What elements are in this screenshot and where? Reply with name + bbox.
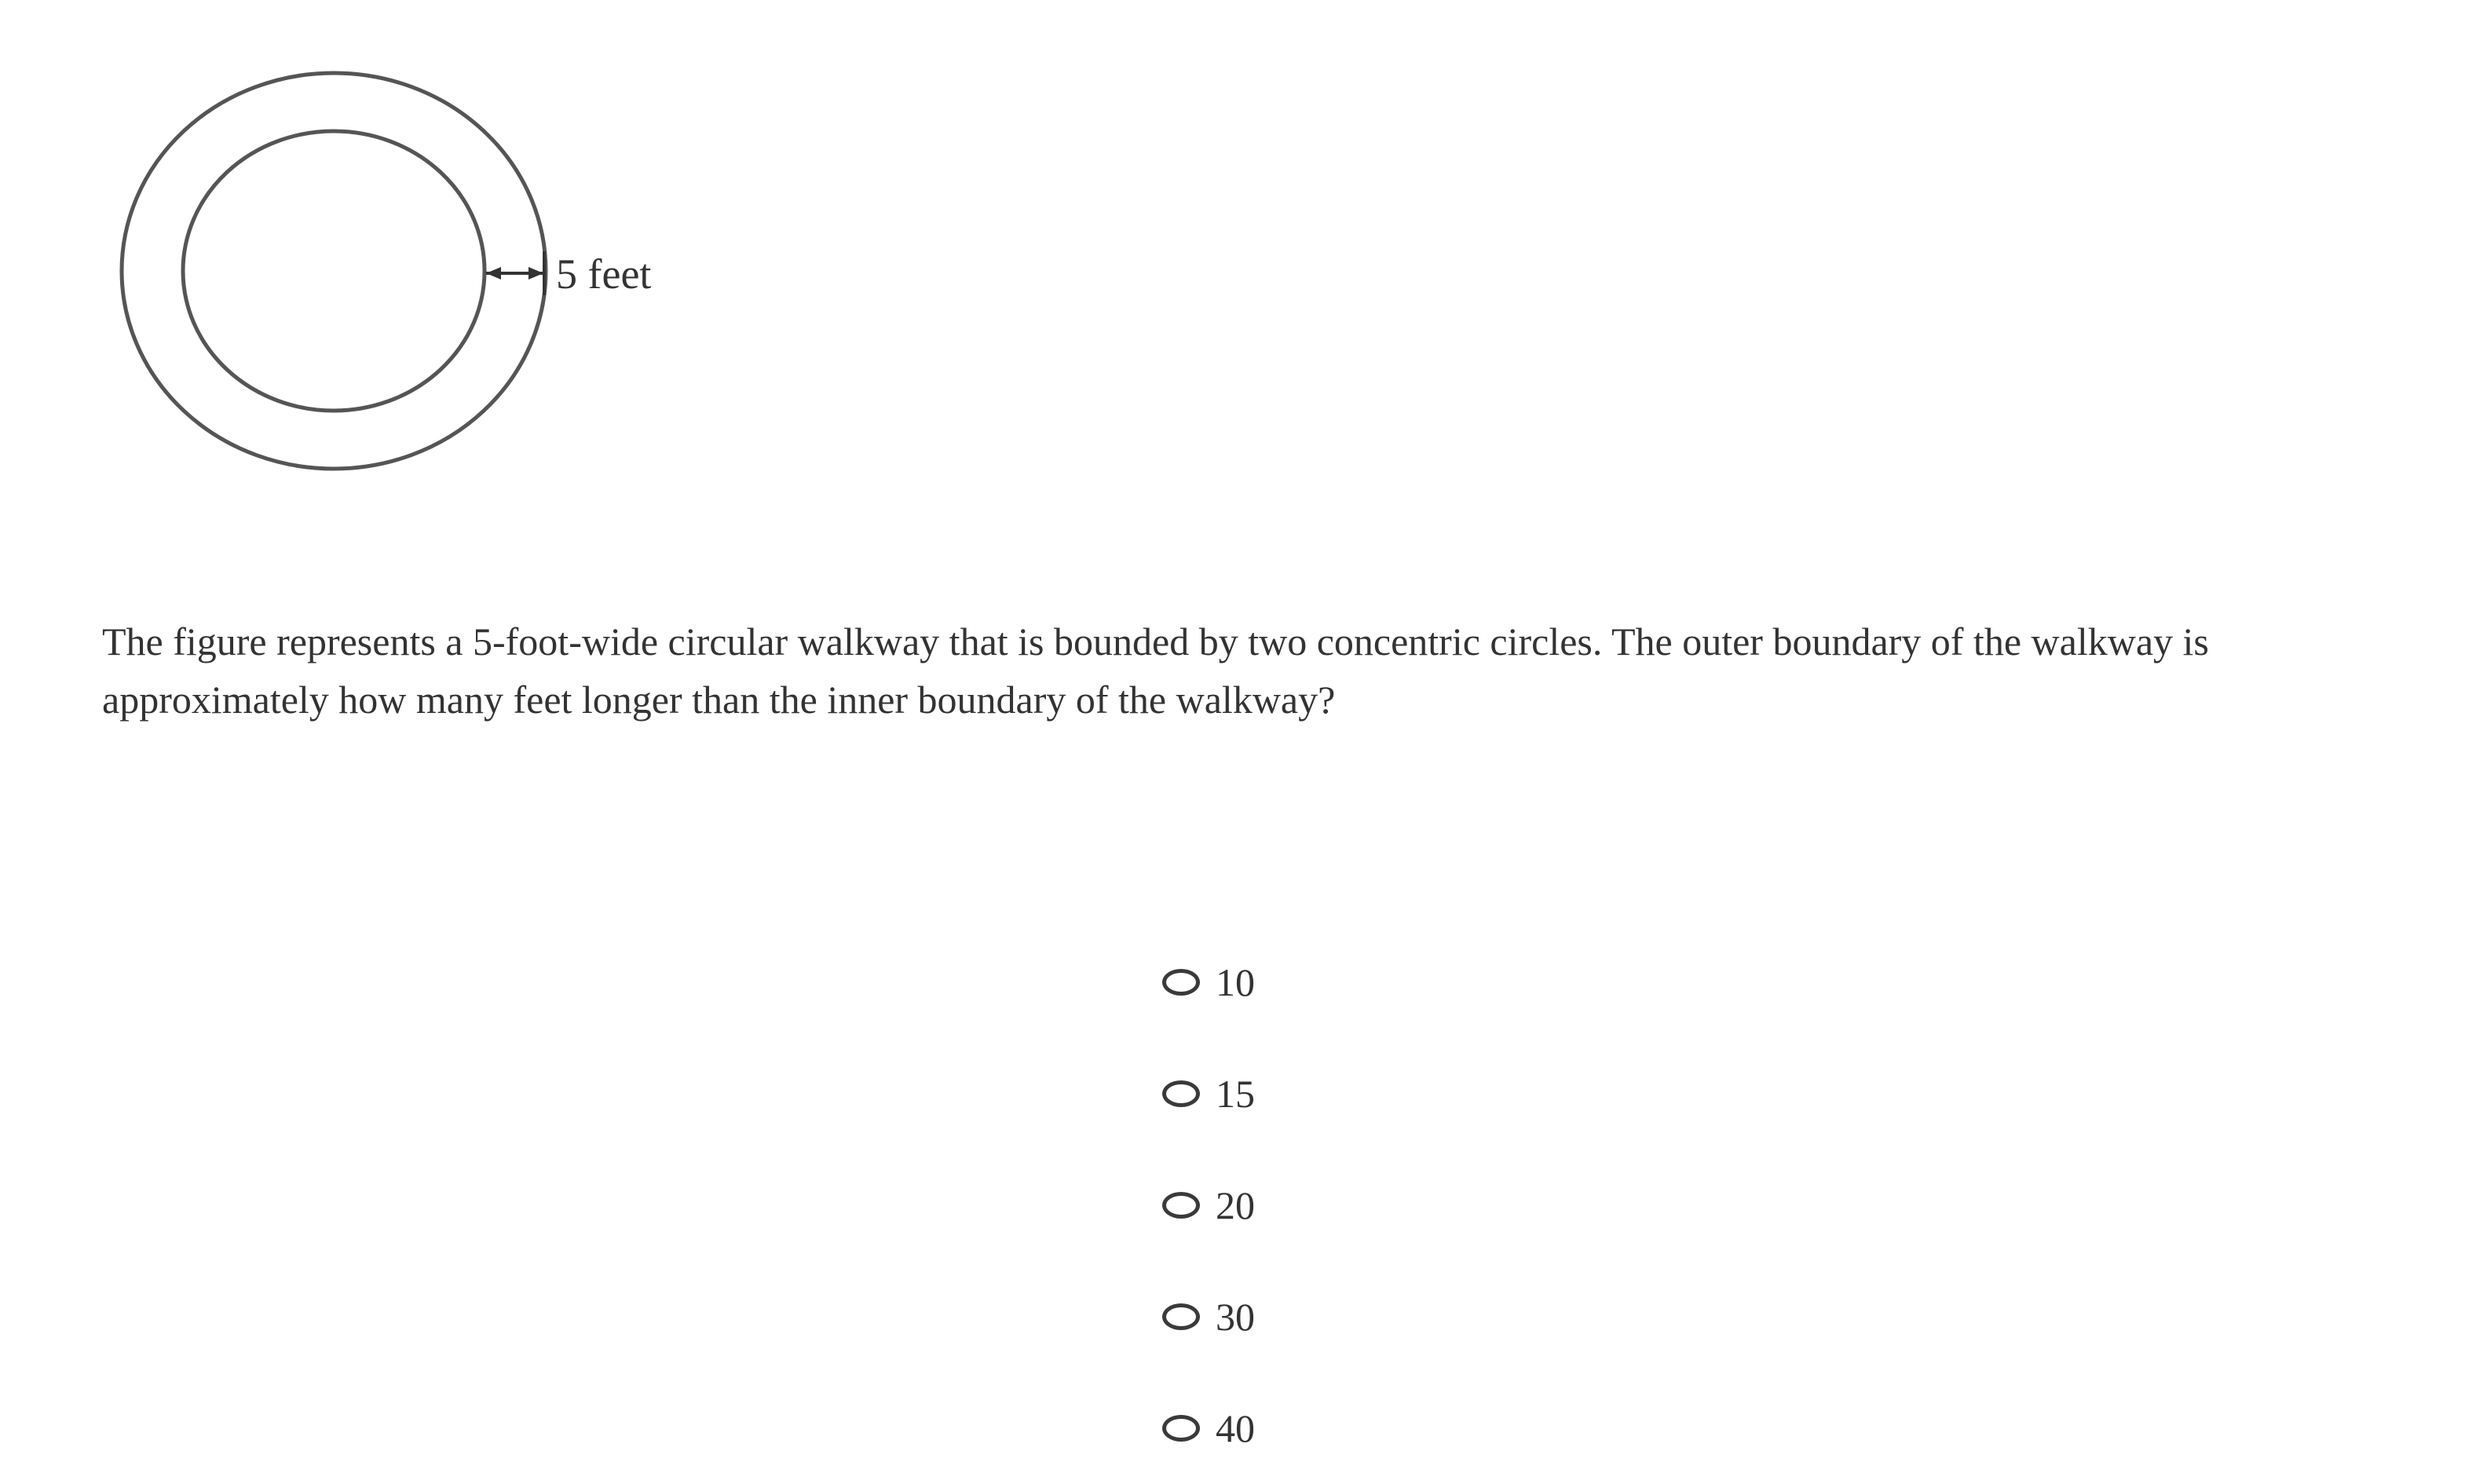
radio-button[interactable] <box>1162 1415 1200 1442</box>
choice-label: 20 <box>1216 1183 1255 1227</box>
choice-label: 40 <box>1216 1406 1255 1450</box>
answer-choices <box>1162 927 1255 1484</box>
choice-20[interactable] <box>1162 1150 1255 1261</box>
choice-label: 15 <box>1216 1072 1255 1116</box>
dimension-arrowhead-right <box>528 267 543 280</box>
question-text: The figure represents a 5-foot-wide circular walkway that is bounded by two concentric circles. The outer boundary of the walkway is approximately how many feet longer than the inner boundary of the walkway? <box>102 620 2209 722</box>
radio-button[interactable] <box>1162 969 1200 996</box>
choice-40[interactable] <box>1162 1373 1255 1484</box>
choice-30[interactable] <box>1162 1261 1255 1373</box>
concentric-circles-diagram <box>94 55 722 495</box>
radio-button[interactable] <box>1162 1080 1200 1107</box>
inner-circle <box>183 131 485 411</box>
choice-label: 30 <box>1216 1295 1255 1339</box>
walkway-figure <box>94 55 722 495</box>
width-label: 5 feet <box>556 250 652 298</box>
radio-button[interactable] <box>1162 1192 1200 1219</box>
radio-button[interactable] <box>1162 1303 1200 1330</box>
choice-15[interactable] <box>1162 1038 1255 1150</box>
choice-label: 10 <box>1216 960 1255 1004</box>
choice-10[interactable] <box>1162 927 1255 1038</box>
dimension-arrowhead-left <box>486 267 501 280</box>
